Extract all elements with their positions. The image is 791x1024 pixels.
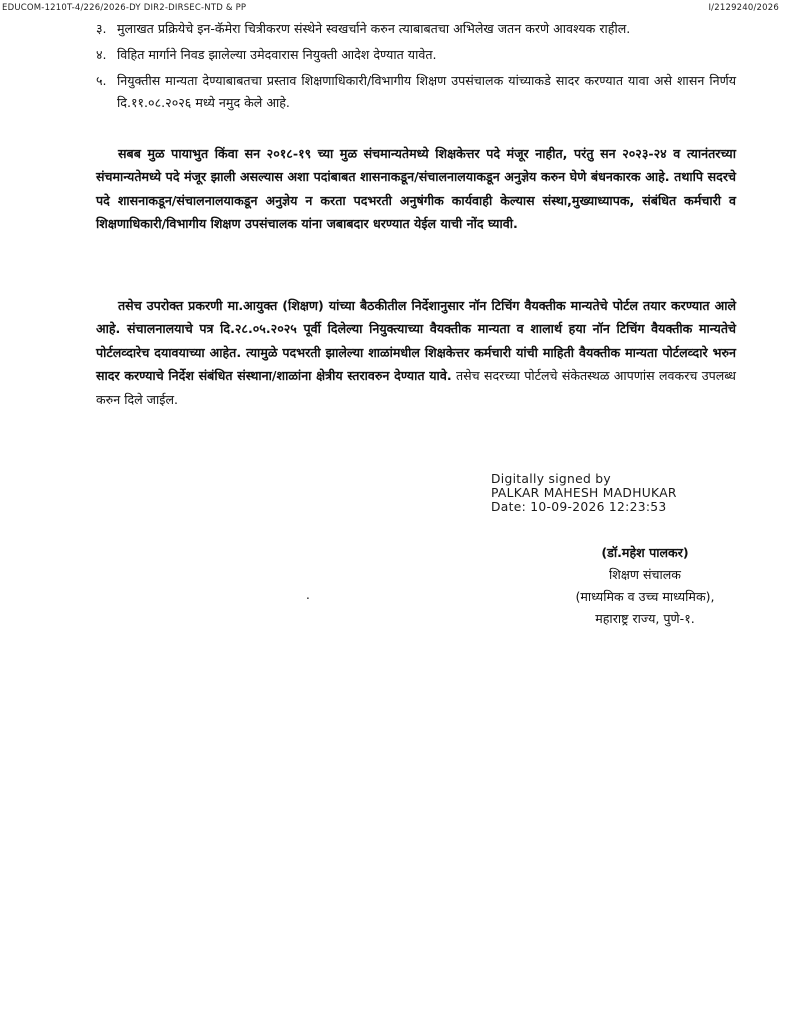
signer-name: (डॉ.महेश पालकर) bbox=[601, 545, 689, 560]
paragraph-portal-instructions bbox=[96, 294, 736, 411]
list-item-number: ४. bbox=[96, 47, 107, 62]
paragraph-posts-approval: सबब मुळ पायाभुत किंवा सन २०१८-१९ च्या मुळ संचमान्यतेमध्ये शिक्षकेत्तर पदे मंजूर नाहीत, परंतु सन २०२३-२४ व त्यानंतरच्या संचमान्यतेमध्ये पदे मंजूर झाली असल्यास अशा पदांबाबत शासनाकडून/संचालनालयाकडून अनुज्ञेय करुन घेणे बंधनकारक आहे. तथापि सदरचे पदे शासनाकडून/संचालनालयाकडून अनुज्ञेय न करता पदभरती अनुषंगीक कार्यवाही केल्यास संस्था,मुख्याध्यापक, संबंधित कर्मचारी व शिक्षणाधिकारी/विभागीय शिक्षण उपसंचालक यांना जबाबदार धरण्यात येईल याची नोंद घ्यावी. bbox=[96, 146, 736, 232]
paragraph-portal-normal-text: तसेच सदरच्या पोर्टलचे संकेतस्थळ आपणांस लवकरच उपलब्ध करुन दिले जाईल. bbox=[96, 368, 736, 407]
digital-signature-line: Digitally signed by bbox=[491, 472, 611, 486]
digital-signature-date: Date: 10-09-2026 12:23:53 bbox=[491, 500, 667, 514]
list-item bbox=[96, 44, 736, 66]
signer-designation: शिक्षण संचालक bbox=[609, 567, 681, 582]
list-item-text: नियुक्तीस मान्यता देण्याबाबतचा प्रस्ताव शिक्षणाधिकारी/विभागीय शिक्षण उपसंचालक यांच्याकडे सादर करण्यात यावा असे शासन निर्णय दि.११.०८.२०२६ मध्ये नमुद केले आहे. bbox=[117, 73, 736, 110]
digital-signature-signer: PALKAR MAHESH MADHUKAR bbox=[491, 486, 677, 500]
signer-department: (माध्यमिक व उच्च माध्यमिक), bbox=[575, 589, 715, 604]
document-reference-right: I/2129240/2026 bbox=[708, 3, 779, 13]
paragraph-portal-bold-text: तसेच उपरोक्त प्रकरणी मा.आयुक्त (शिक्षण) यांच्या बैठकीतील निर्देशानुसार नॉन टिचिंग वैयक्तीक मान्यतेचे पोर्टल तयार करण्यात आले आहे. संचालनालयाचे पत्र दि.२८.०५.२०२५ पूर्वी दिलेल्या नियुक्त्याच्या वैयक्तीक मान्यता व शालार्थ हया नॉन टिचिंग वैयक्तीक मान्यतेचे पोर्टलव्दारेच दयावयाच्या आहेत. त्यामुळे पदभरती झालेल्या शाळांमधील शिक्षकेत्तर कर्मचारी यांची माहिती वैयक्तीक मान्यता पोर्टलव्दारे भरुन सादर करण्याचे निर्देश संबंधित संस्थाना/शाळांना क्षेत्रीय स्तरावरुन देण्यात यावे. bbox=[96, 298, 736, 384]
numbered-list bbox=[96, 18, 736, 114]
list-item bbox=[96, 18, 736, 40]
digital-signature-block bbox=[491, 472, 677, 514]
list-item-number: ३. bbox=[96, 21, 107, 36]
signer-location: महाराष्ट्र राज्य, पुणे-१. bbox=[595, 611, 695, 626]
stray-mark: . bbox=[306, 588, 310, 602]
list-item-number: ५. bbox=[96, 73, 107, 88]
document-reference-left: EDUCOM-1210T-4/226/2026-DY DIR2-DIRSEC-NTD & PP bbox=[2, 3, 247, 13]
list-item-text: मुलाखत प्रक्रियेचे इन-कॅमेरा चित्रीकरण संस्थेने स्वखर्चाने करुन त्याबाबतचा अभिलेख जतन करणे आवश्यक राहील. bbox=[117, 21, 631, 36]
list-item-text: विहित मार्गाने निवड झालेल्या उमेदवारास नियुक्ती आदेश देण्यात यावेत. bbox=[117, 47, 437, 62]
list-item bbox=[96, 70, 736, 114]
